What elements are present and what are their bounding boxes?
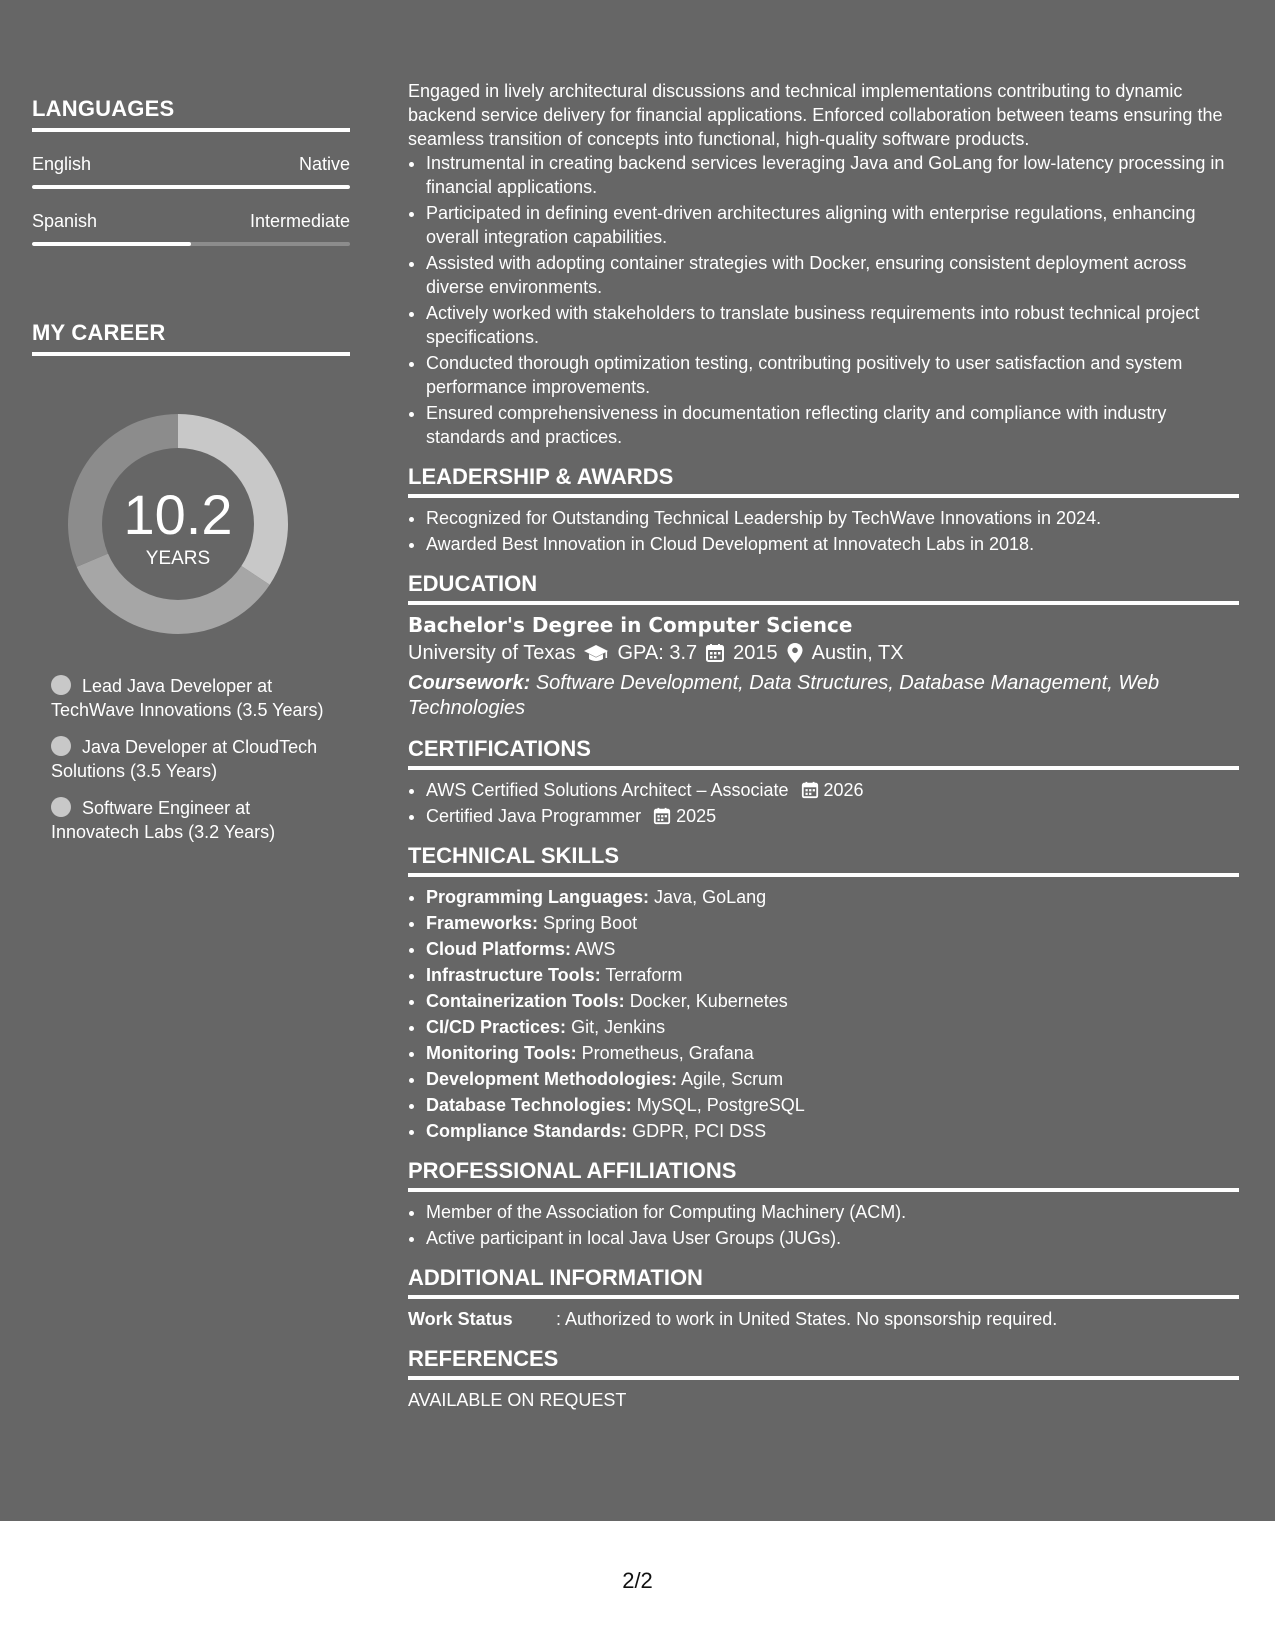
skills-section [408,842,1239,1143]
list-item [426,778,1239,802]
language-level: Intermediate [249,211,350,231]
skill-item [426,963,1239,987]
skill-value: Terraform [605,965,683,985]
career-item [51,735,341,783]
experience-bullets [408,151,1239,449]
career-rule [32,352,350,356]
language-name: English [32,154,92,174]
language-item [32,154,350,189]
certification-name: AWS Certified Solutions Architect – Associate [426,780,789,800]
experience-summary: Engaged in lively architectural discussions and technical implementations contributing to dynamic backend service delivery for financial applications. Enforced collaboration between teams ensuring the seamless transition of concepts into functional, high-quality software products. [408,81,1223,149]
section-heading: LEADERSHIP & AWARDS [408,464,674,489]
skill-value: Docker, Kubernetes [629,991,788,1011]
career-list [51,674,341,857]
career-dot-icon [51,675,71,695]
certification-year: 2026 [823,780,864,800]
list-item: • Member of the Association for Computing Machinery (ACM). [426,1200,1239,1224]
section-heading: CERTIFICATIONS [408,736,591,761]
section-rule [408,1295,1239,1299]
languages-heading: LANGUAGES [32,96,175,121]
career-dot-icon [51,736,71,756]
section-rule [408,873,1239,877]
education-coursework [408,671,1239,721]
language-proficiency-fill [32,242,191,246]
list-item: • Ensured comprehensiveness in documentation reflecting clarity and compliance with industry standards and practices. [426,401,1239,449]
skill-item [426,1119,1239,1143]
skill-label: Infrastructure Tools: [426,965,601,985]
language-level: Native [298,154,350,174]
list-item: • Instrumental in creating backend services leveraging Java and GoLang for low-latency processing in financial applications. [426,151,1239,199]
skill-label: Cloud Platforms: [426,939,572,959]
section-rule [408,766,1239,770]
affiliations-section [408,1157,1239,1250]
skill-label: CI/CD Practices: [426,1017,567,1037]
skill-value: AWS [575,939,616,959]
certifications-section [408,735,1239,828]
language-name: Spanish [32,211,98,231]
list-item [426,804,1239,828]
additional-section [408,1264,1239,1331]
skill-value: Git, Jenkins [571,1017,666,1037]
left-column [32,96,350,842]
list-item: • Participated in defining event-driven architectures aligning with enterprise regulations, enhancing overall integration capabilities. [426,201,1239,249]
skill-item [426,1015,1239,1039]
skill-item [426,1067,1239,1091]
skill-item [426,1041,1239,1065]
list-item: • Recognized for Outstanding Technical Leadership by TechWave Innovations in 2024. [426,506,1239,530]
skill-value: Java, GoLang [654,887,767,907]
skill-label: Containerization Tools: [426,991,625,1011]
list-item: • Assisted with adopting container strategies with Docker, ensuring consistent deployment across diverse environments. [426,251,1239,299]
education-school: University of Texas [408,642,576,664]
calendar-icon [653,807,671,825]
section-rule [408,494,1239,498]
work-status-value: : Authorized to work in United States. No sponsorship required. [556,1309,1058,1329]
career-item-text: Software Engineer at Innovatech Labs (3.2 Years) [51,798,276,842]
career-years-label: YEARS [145,548,211,569]
education-gpa: GPA: 3.7 [617,642,698,664]
education-year: 2015 [733,642,778,664]
skill-label: Compliance Standards: [426,1121,628,1141]
skill-item [426,989,1239,1013]
calendar-icon [705,643,725,663]
skill-label: Monitoring Tools: [426,1043,577,1063]
section-heading: PROFESSIONAL AFFILIATIONS [408,1158,737,1183]
section-heading: EDUCATION [408,571,538,596]
skill-value: GDPR, PCI DSS [632,1121,767,1141]
career-item-text: Java Developer at CloudTech Solutions (3.5 Years) [51,737,318,781]
references-section [408,1345,1239,1412]
language-item [32,211,350,246]
career-item [51,796,341,844]
page-number: 2/2 [622,1568,653,1593]
list-item: • Awarded Best Innovation in Cloud Development at Innovatech Labs in 2018. [426,532,1239,556]
career-heading: MY CAREER [32,320,166,345]
graduation-cap-icon [583,643,609,663]
leadership-section [408,463,1239,556]
section-rule [408,601,1239,605]
skill-value: Prometheus, Grafana [581,1043,754,1063]
skill-item [426,1093,1239,1117]
section-rule [408,1376,1239,1380]
career-item [51,674,341,722]
language-proficiency-fill [32,185,350,189]
section-heading: ADDITIONAL INFORMATION [408,1265,703,1290]
education-degree: Bachelor's Degree in Computer Science [408,613,853,637]
certification-name: Certified Java Programmer [426,806,642,826]
career-item-text: Lead Java Developer at TechWave Innovations (3.5 Years) [51,676,324,720]
skill-value: Agile, Scrum [681,1069,784,1089]
education-details [408,641,1239,665]
skill-item [426,937,1239,961]
career-donut-chart [66,412,290,636]
certification-year: 2025 [676,806,717,826]
skill-value: MySQL, PostgreSQL [636,1095,805,1115]
list-item: • Actively worked with stakeholders to translate business requirements into robust technical project specifications. [426,301,1239,349]
skill-item [426,885,1239,909]
skill-label: Frameworks: [426,913,539,933]
skill-item [426,911,1239,935]
section-heading: TECHNICAL SKILLS [408,843,620,868]
section-rule [408,1188,1239,1192]
languages-rule [32,128,350,132]
career-dot-icon [51,797,71,817]
work-status-label: Work Status [408,1309,513,1329]
list-item: • Conducted thorough optimization testing, contributing positively to user satisfaction and system performance improvements. [426,351,1239,399]
references-text: AVAILABLE ON REQUEST [408,1390,627,1410]
right-column [408,79,1239,1412]
language-proficiency-bar [32,242,350,246]
coursework-label: Coursework: [408,672,531,694]
skill-label: Programming Languages: [426,887,650,907]
language-proficiency-bar [32,185,350,189]
education-location: Austin, TX [811,642,904,664]
skill-label: Development Methodologies: [426,1069,678,1089]
calendar-icon [801,781,819,799]
career-total-years: 10.2 [123,483,233,546]
list-item: • Active participant in local Java User Groups (JUGs). [426,1226,1239,1250]
skill-value: Spring Boot [543,913,638,933]
section-heading: REFERENCES [408,1346,559,1371]
education-section [408,570,1239,721]
coursework-text: Software Development, Data Structures, Database Management, Web Technologies [408,672,1160,719]
map-pin-icon [786,642,804,664]
skill-label: Database Technologies: [426,1095,632,1115]
